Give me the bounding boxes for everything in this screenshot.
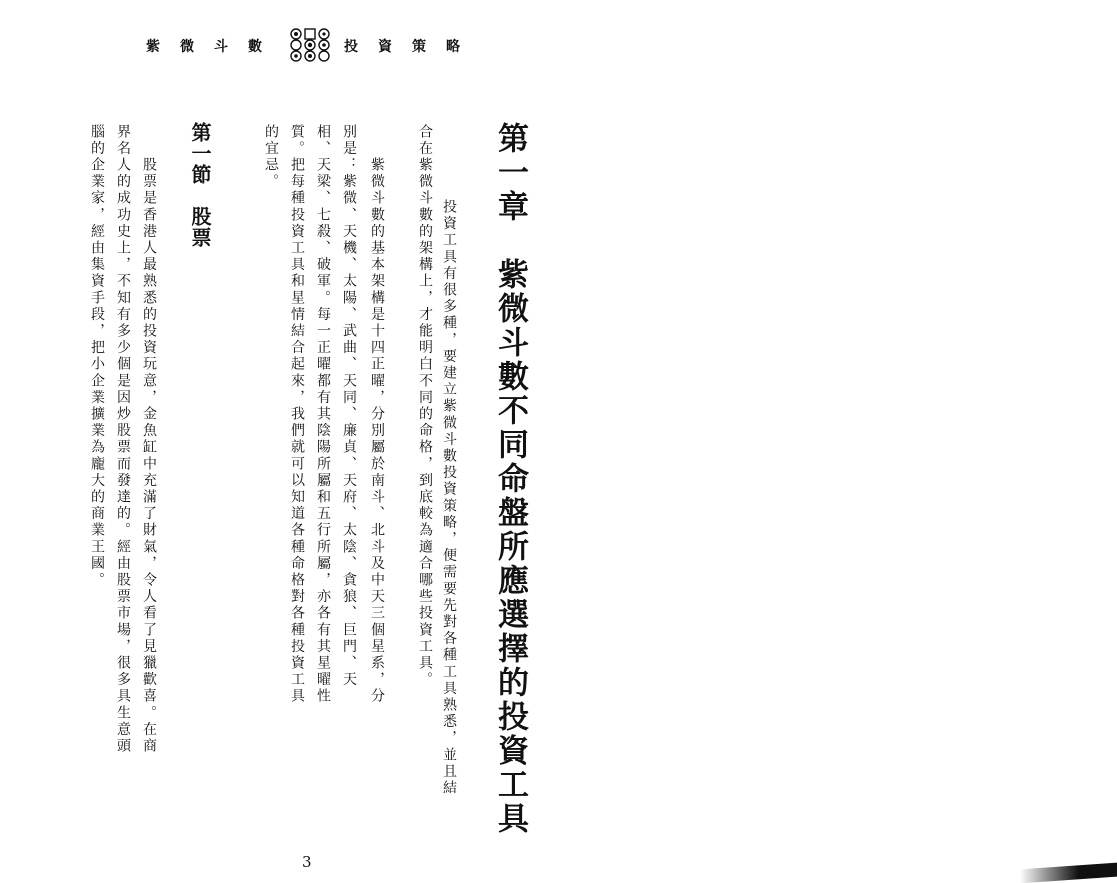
chapter-title: 第一章 紫微斗數不同命盤所應選擇的投資工具 (492, 122, 528, 836)
star-chart-emblem-icon (288, 27, 332, 63)
text-column-9: 界名人的成功史上，不知有多少個是因炒股票而發達的。經由股票市場，很多具生意頭 (115, 124, 131, 755)
text-column-5: 相、天梁、七殺、破軍。每一正曜都有其陰陽所屬和五行所屬，亦各有其星曜性 (315, 124, 331, 705)
section-title: 第一節 股票 (188, 122, 212, 248)
running-header-left: 紫微斗數 (146, 39, 282, 55)
text-column-10: 腦的企業家，經由集資手段，把小企業擴業為龐大的商業王國。 (89, 124, 105, 589)
text-column-1: 投資工具有很多種，要建立紫微斗數投資策略，便需要先對各種工具熟悉，並且結 (441, 166, 457, 797)
page-number: 3 (302, 853, 312, 871)
text-column-3: 紫微斗數的基本架構是十四正曜，分別屬於南斗、北斗及中天三個星系，分 (369, 124, 385, 705)
running-header-right: 投資策略 (344, 39, 480, 55)
text-column-8: 股票是香港人最熟悉的投資玩意，金魚缸中充滿了財氣，令人看了見獵歡喜。在商 (141, 124, 157, 755)
text-column-7: 的宜忌。 (263, 124, 279, 191)
text-column-2: 合在紫微斗數的架構上，才能明白不同的命格，到底較為適合哪些投資工具。 (417, 124, 433, 689)
text-column-4: 別是：紫微、天機、太陽、武曲、天同、廉貞、天府、太陰、貪狼、巨門、天 (341, 124, 357, 689)
text-column-6: 質。把每種投資工具和星情結合起來，我們就可以知道各種命格對各種投資工具 (289, 124, 305, 705)
